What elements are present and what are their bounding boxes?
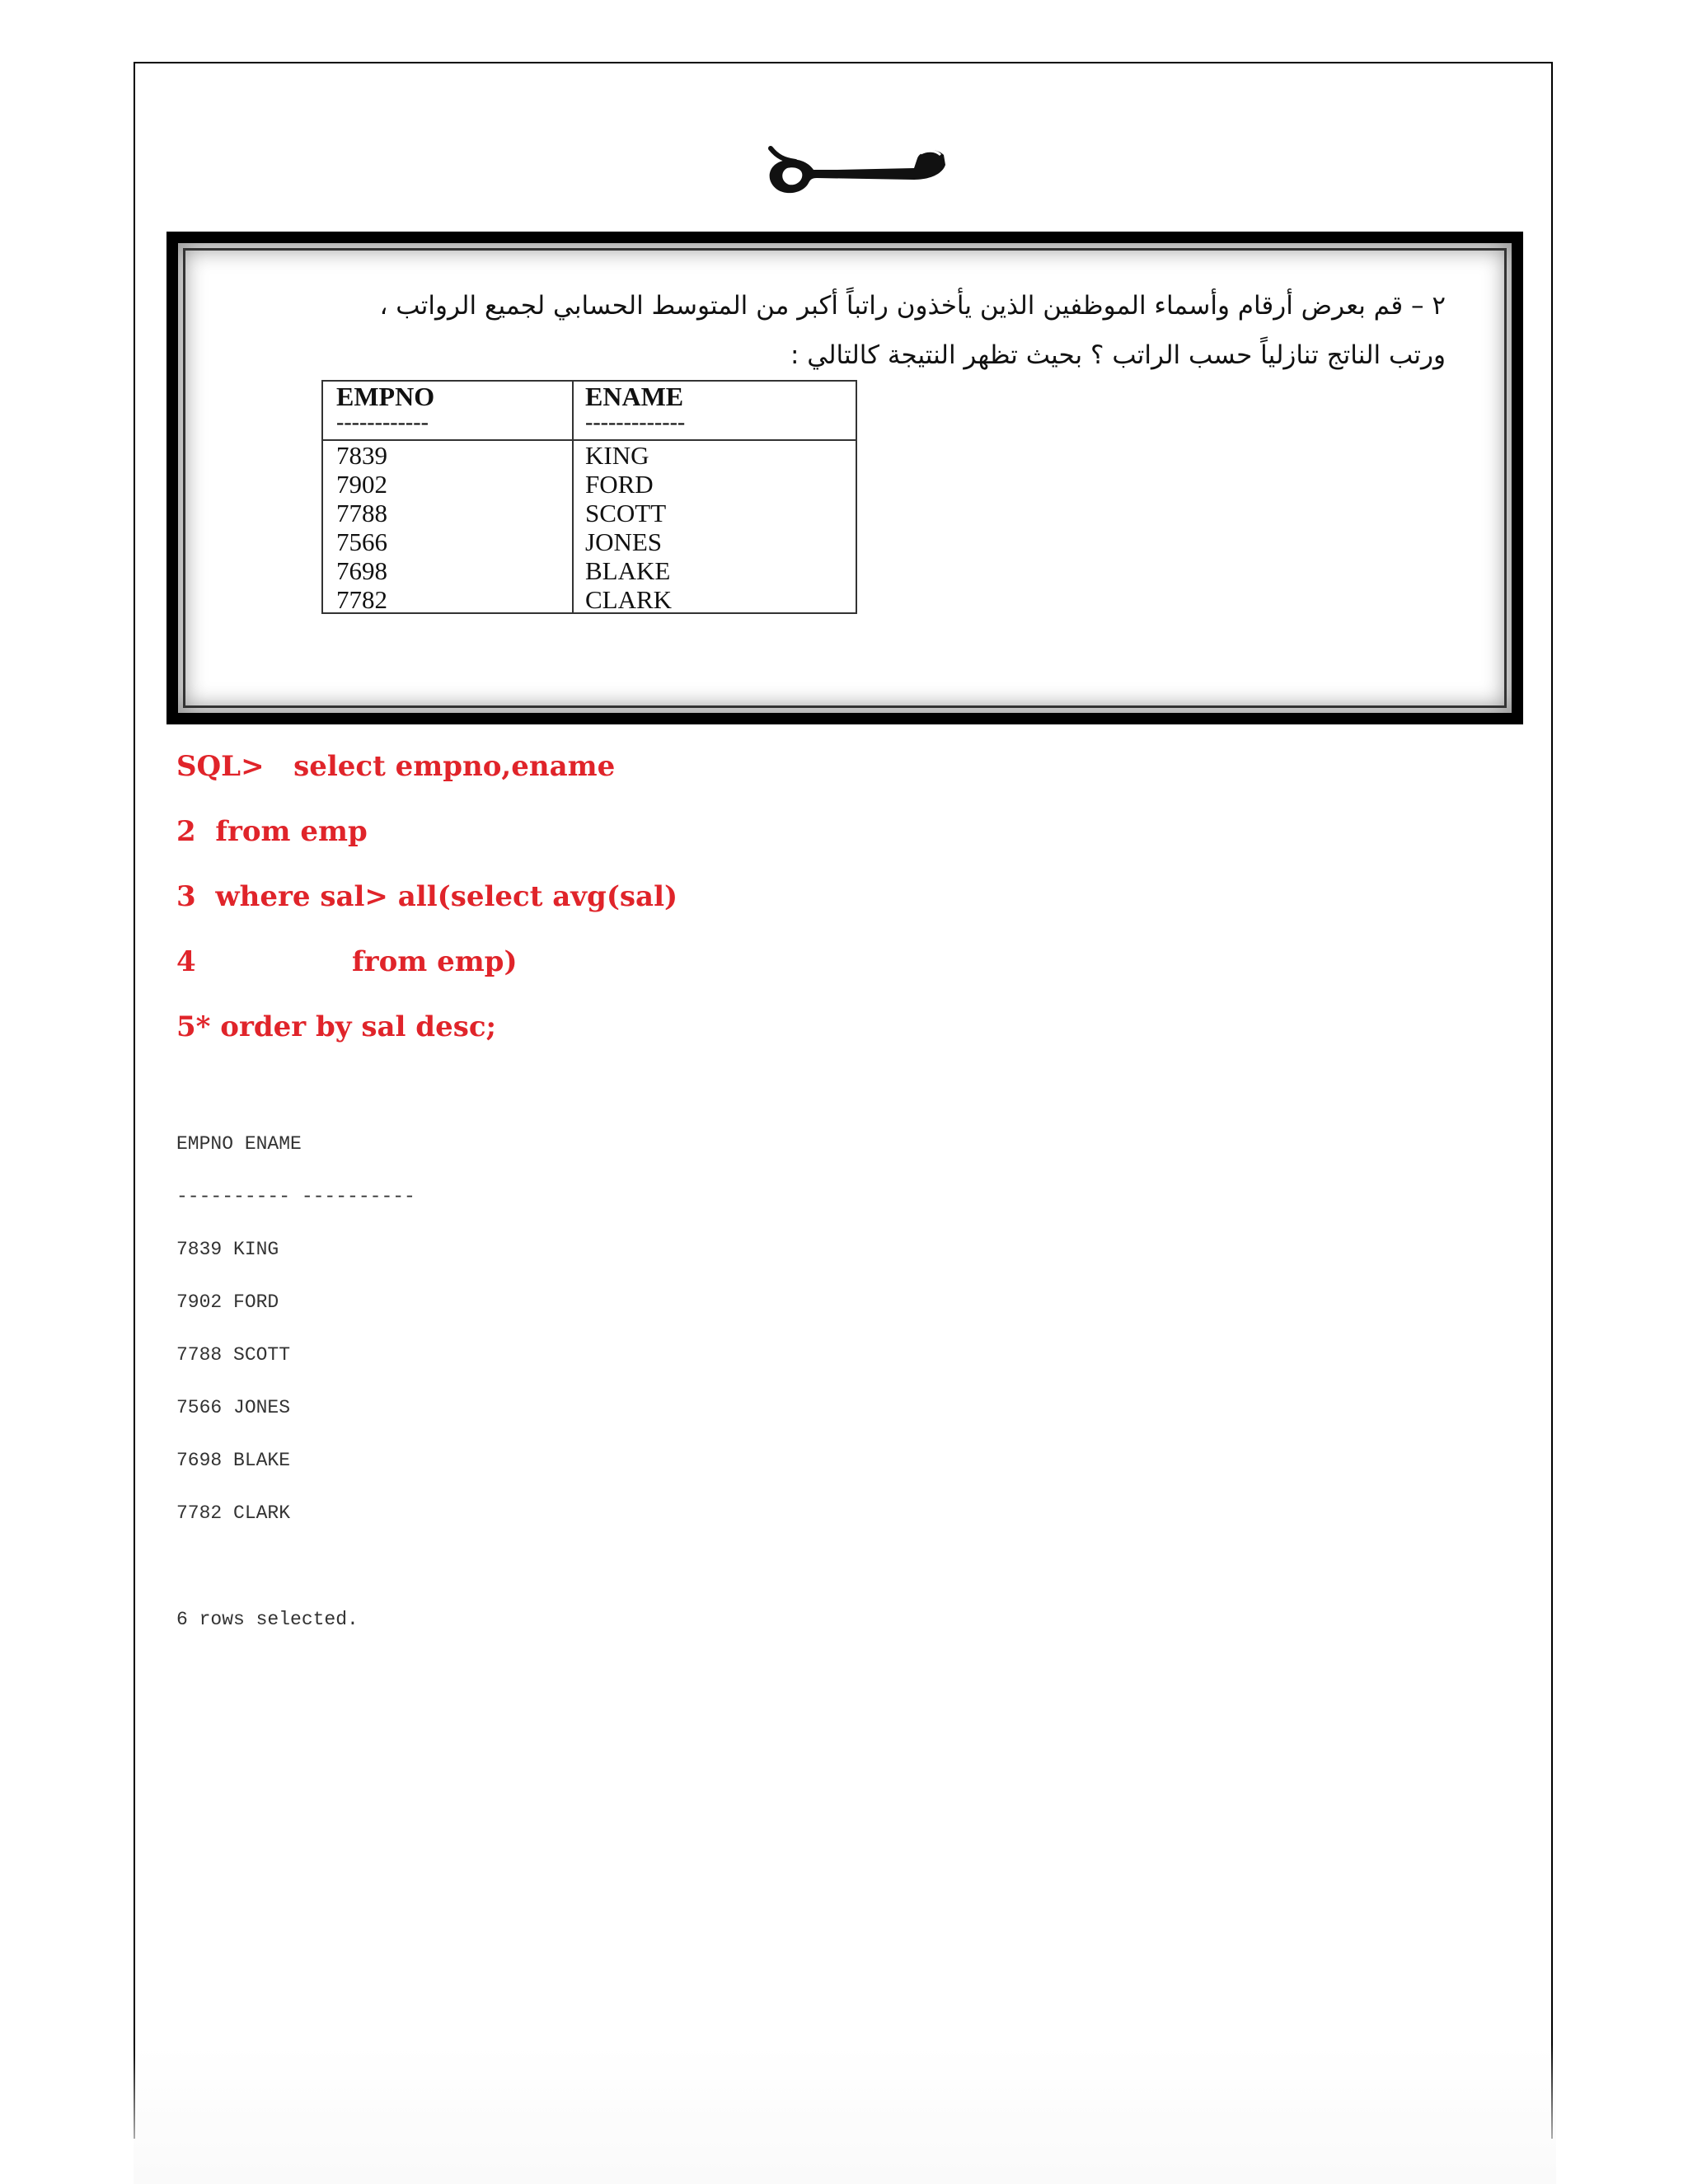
question-box-inner	[178, 243, 1512, 713]
table-cell-ename: JONES	[585, 527, 663, 556]
table-cell-ename: FORD	[585, 470, 654, 499]
solution-calligraphy-logo	[701, 132, 997, 206]
result-row: 7788 SCOTT	[176, 1344, 291, 1366]
question-text-line-1: ٢ – قم بعرض أرقام وأسماء الموظفين الذين يأخذون راتباً أكبر من المتوسط الحسابي لجميع الرواتب ،	[379, 291, 1446, 321]
question-box	[166, 232, 1523, 724]
sql-line: SQL> select empno,ename	[176, 750, 616, 783]
expected-result-table	[321, 380, 857, 614]
table-cell-empno: 7782	[336, 585, 387, 614]
table-header-ename: ENAME	[585, 382, 684, 411]
table-column-divider	[572, 382, 574, 612]
result-row: 7698 BLAKE	[176, 1450, 291, 1471]
table-cell-empno: 7902	[336, 470, 387, 499]
result-row: 7566 JONES	[176, 1397, 291, 1418]
table-cell-ename: BLAKE	[585, 556, 671, 585]
question-text-line-2: ورتب الناتج تنازلياً حسب الراتب ؟ بحيث تظهر النتيجة كالتالي :	[790, 340, 1446, 370]
result-footer: 6 rows selected.	[176, 1609, 359, 1630]
result-row: 7839 KING	[176, 1239, 279, 1260]
result-row: 7902 FORD	[176, 1291, 279, 1313]
page-bottom-fade	[134, 2044, 1556, 2184]
sql-line: 2 from emp	[176, 815, 368, 848]
table-cell-ename: KING	[585, 441, 649, 470]
table-cell-empno: 7566	[336, 527, 387, 556]
table-header-dashes-empno: ------------	[336, 410, 429, 435]
table-cell-empno: 7698	[336, 556, 387, 585]
sql-line: 4 from emp)	[176, 945, 518, 978]
table-header-dashes-ename: -------------	[585, 410, 686, 435]
table-cell-empno: 7788	[336, 499, 387, 527]
table-cell-empno: 7839	[336, 441, 387, 470]
sql-line: 5* order by sal desc;	[176, 1010, 497, 1043]
table-cell-ename: SCOTT	[585, 499, 667, 527]
result-separator: ---------- ----------	[176, 1186, 415, 1207]
table-header-empno: EMPNO	[336, 382, 435, 411]
result-header: EMPNO ENAME	[176, 1133, 302, 1155]
result-row: 7782 CLARK	[176, 1502, 291, 1524]
sql-line: 3 where sal> all(select avg(sal)	[176, 880, 678, 913]
table-cell-ename: CLARK	[585, 585, 673, 614]
